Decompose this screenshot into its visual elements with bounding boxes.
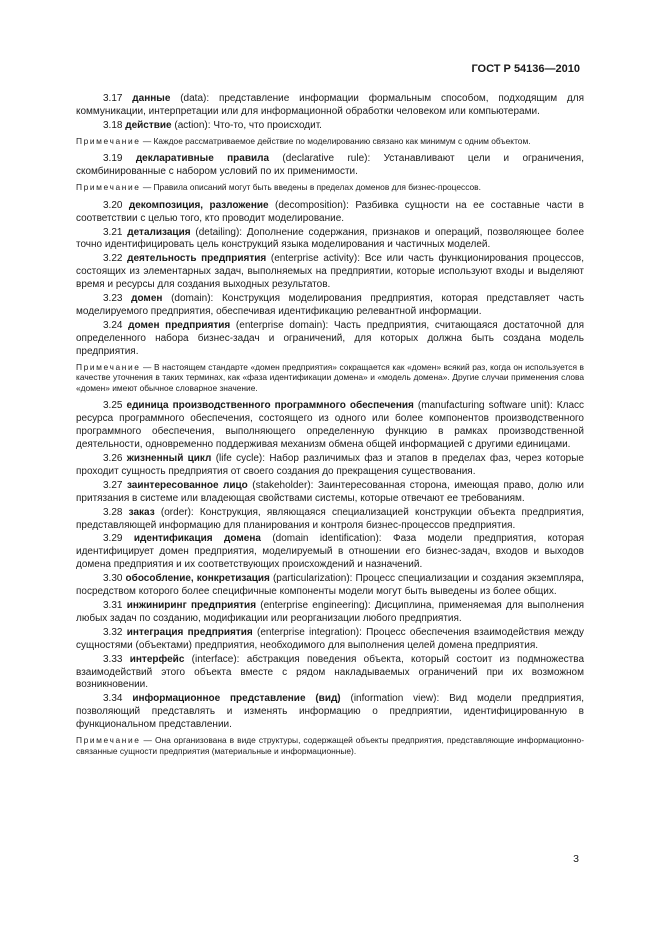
definition-entry: 3.18 действие (action): Что-то, что происходит.: [103, 119, 322, 131]
term: домен предприятия: [128, 319, 231, 331]
definition-entry: 3.22 деятельность предприятия (enterprise activity): Все или часть функционирования процессов, состоящих из элементарных задач, выполняемых на предприятии, которые используют входы и выделяют время и ресурсы для создания выходных результатов.: [76, 253, 585, 291]
note: Примечание — Каждое рассматриваемое действие по моделированию связано как минимум с одним объектом.: [76, 135, 531, 146]
definition-entry: 3.26 жизненный цикл (life cycle): Набор различимых фаз и этапов в пределах фаз, через которые проходит сущность предприятия от своего создания до прекращения существования.: [76, 453, 584, 477]
term: домен: [131, 293, 163, 305]
definition-entry: 3.32 интеграция предприятия (enterprise integration): Процесс обеспечения взаимодействия между сущностями (объектами) предприятия, необходимого для выполнения целей домена предприятия.: [76, 626, 585, 651]
definition-entry: 3.19 декларативные правила (declarative rule): Устанавливают цели и ограничения, скомбинированные с набором условий по их применимости.: [76, 153, 584, 178]
term: интеграция предприятия: [126, 626, 253, 638]
term: детализация: [127, 226, 191, 238]
term: действие: [125, 119, 172, 131]
definition-entry: 3.24 домен предприятия (enterprise domain): Часть предприятия, считающаяся достаточной для определенного набора бизнес-задач и ограничений, для которых должна быть создана модель предприятия.: [76, 319, 585, 357]
term: единица производственного программного обеспечения: [126, 400, 414, 412]
term: интерфейс: [129, 653, 185, 665]
page-number: 3: [573, 853, 579, 865]
definition-entry: 3.20 декомпозиция, разложение (decomposition): Разбивка сущности на ее составные части в соответствии с целью того, кто проводит моделирование.: [76, 199, 584, 224]
term: декларативные правила: [135, 153, 270, 165]
definitions-body: [76, 93, 584, 763]
term: заинтересованное лицо: [126, 479, 248, 491]
definition-entry: 3.27 заинтересованное лицо (stakeholder): Заинтересованная сторона, имеющая право, долю или притязания в системе или владеющая свойствами системы, которые отвечают ее требованиям.: [76, 479, 585, 504]
note: Примечание — В настоящем стандарте «домен предприятия» сокращается как «домен» всякий раз, когда он используется в качестве уточнения в таких терминах, как «фаза идентификации домена» и «модель домена». Другие случаи применения слова «домен» имеют обычное словарное значение.: [76, 361, 584, 393]
definition-entry: 3.29 идентификация домена (domain identification): Фаза модели предприятия, которая идентифицирует домен предприятия, моделируемый в отношении его бизнес-задач, входов и выходов домена предприятия и их соответствующих происхождений и назначений.: [76, 533, 585, 571]
document-header: ГОСТ Р 54136—2010: [471, 63, 580, 75]
term: обособление, конкретизация: [125, 573, 270, 585]
definition-entry: 3.28 заказ (order): Конструкция, являющаяся специализацией конструкции объекта предприятия, представляющей информацию для планирования и контроля бизнес-процессов предприятия.: [76, 506, 585, 531]
definition-entry: 3.25 единица производственного программного обеспечения (manufacturing software unit): Класс ресурса программного обеспечения, состоящего из одного или более компонентов производственного программного обеспечения, выполняющего определенную функцию в рамках производственной деятельности, одновременно поддерживая механизм обмена общей информацией с другими единицами.: [76, 400, 585, 451]
term: информационное представление (вид): [132, 693, 341, 705]
term: инжиниринг предприятия: [126, 599, 257, 611]
definition-entry: 3.31 инжиниринг предприятия (enterprise engineering): Дисциплина, применяемая для выполнения любых задач по созданию, модификации или реорганизации любого предприятия.: [76, 599, 585, 624]
note: Примечание — Правила описаний могут быть введены в пределах доменов для бизнес-процессов.: [76, 182, 481, 193]
term: жизненный цикл: [126, 453, 212, 464]
note: Примечание — Она организована в виде структуры, содержащей объекты предприятия, представляющие информационно-связанные сущности предприятия (материальные и информационные).: [76, 735, 585, 756]
definition-entry: 3.30 обособление, конкретизация (particularization): Процесс специализации и создания экземпляра, посредством которого более специфичные компоненты модели могут быть выведены из более общих.: [76, 573, 585, 598]
term: данные: [132, 93, 171, 104]
definition-entry: 3.21 детализация (detailing): Дополнение содержания, признаков и операций, позволяющее более точно идентифицировать цель конструкций языка моделирования и частичных моделей.: [76, 226, 585, 251]
term: декомпозиция, разложение: [128, 199, 269, 211]
term: заказ: [128, 506, 155, 518]
term: идентификация домена: [133, 533, 261, 545]
definition-entry: 3.17 данные (data): представление информации формальным способом, подходящим для коммуникации, интерпретации или для информационной обработки человеком или компьютерами.: [76, 93, 585, 117]
term: деятельность предприятия: [127, 253, 267, 265]
definition-entry: 3.34 информационное представление (вид) (information view): Вид модели предприятия, позволяющий представлять и изменять информацию о предприятии, идентифицированную в функциональном представлении.: [76, 693, 585, 731]
definition-entry: 3.23 домен (domain): Конструкция моделирования предприятия, которая представляет часть моделируемого предприятия, обеспечивая идентификацию релевантной информации.: [76, 293, 585, 317]
definition-entry: 3.33 интерфейс (interface): абстракция поведения объекта, который состоит из подмножества взаимодействий этого объекта вместе с рядом накладываемых ограничений при их возможном возникновении.: [76, 653, 585, 691]
